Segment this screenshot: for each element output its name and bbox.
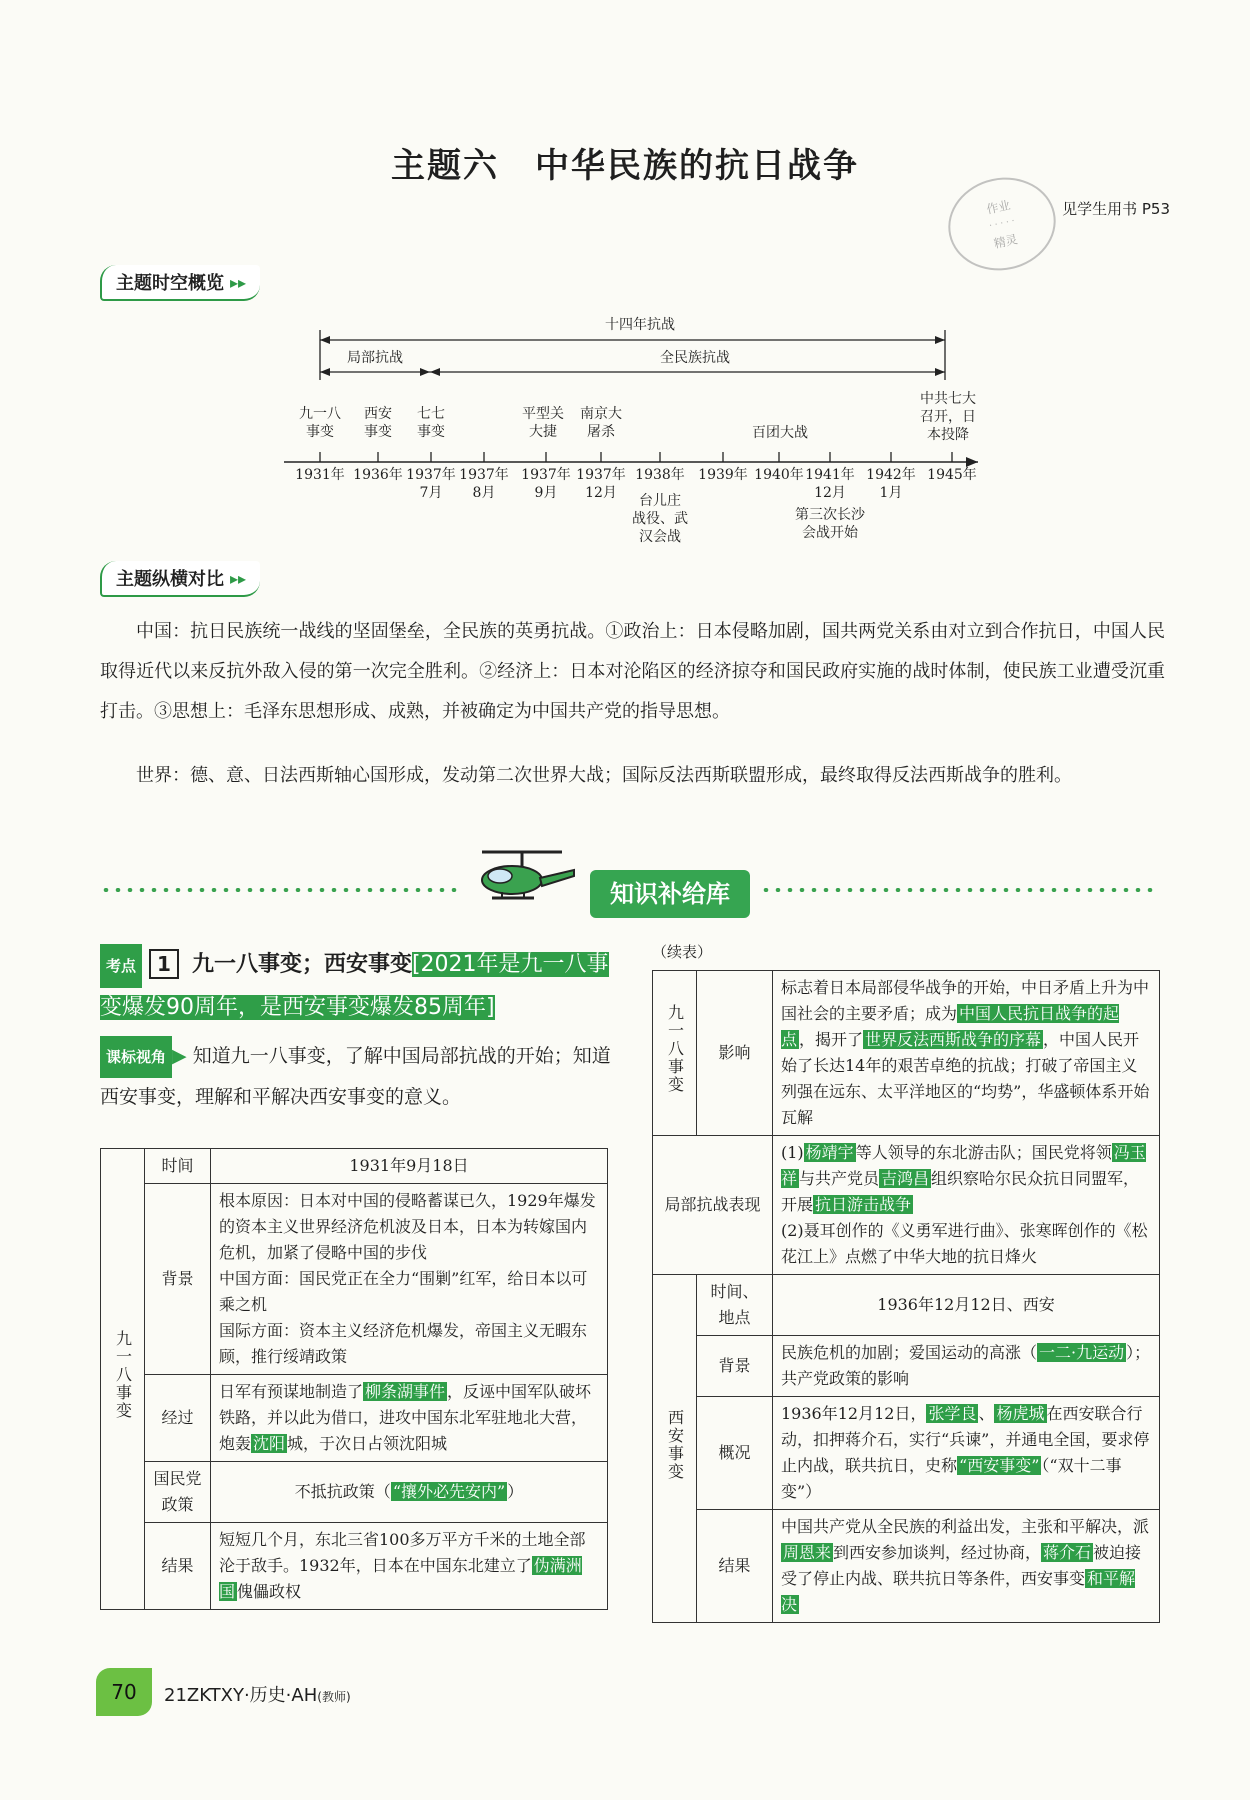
- row-value-result: 短短几个月，东北三省100多万平方千米的土地全部沦于敌手。1932年，日本在中国东北建立了 伪满洲国 傀儡政权: [211, 1523, 608, 1610]
- event-nanjing: 南京大 屠杀: [580, 406, 622, 440]
- row-value-time: 1931年9月18日: [211, 1149, 608, 1184]
- footer-code: 21ZKTXY·历史·AH(教师): [164, 1685, 351, 1706]
- continued-label: （续表）: [652, 943, 713, 961]
- kaodian-note: [2021年是九一八事变爆发90周年，是西安事变爆发85周年]: [100, 952, 609, 1020]
- event-xian: 西安 事变: [364, 406, 392, 440]
- row-value-process: 日军有预谋地制造了 柳条湖事件 ，反诬中国军队破坏铁路，并以此为借口，进攻中国东北军驻地北大营，炮轰 沈阳 城，于次日占领沈阳城: [211, 1375, 608, 1462]
- span-label-fourteen-years: 十四年抗战: [570, 316, 710, 334]
- student-book-reference: 见学生用书 P53: [1062, 200, 1170, 218]
- dotted-divider-right: [760, 888, 1155, 892]
- section-heading-overview: 主题时空概览 ▸▸: [100, 265, 260, 301]
- event-918: 九一八 事变: [299, 406, 341, 440]
- event-seventh-congress: 中共七大 召开，日 本投降: [920, 391, 976, 443]
- row-value-kmt-policy: 不抵抗政策（ “攘外必先安内” ）: [211, 1462, 608, 1523]
- row-label-time-place: 时间、地点: [697, 1275, 773, 1336]
- year-1941-12: 1941年 12月: [805, 467, 855, 501]
- event-pingxingguan: 平型关 大捷: [522, 406, 564, 440]
- year-1945: 1945年: [927, 467, 977, 483]
- double-arrow-icon: ▸▸: [230, 568, 247, 588]
- page-title: 主题六 中华民族的抗日战争: [391, 146, 859, 186]
- row-label-xian-background: 背景: [697, 1336, 773, 1397]
- row-label-result: 结果: [145, 1523, 211, 1610]
- comparison-china-paragraph: 中国：抗日民族统一战线的坚固堡垒，全民族的英勇抗战。①政治上：日本侵略加剧，国共两党关系由对立到合作抗日，中国人民取得近代以来反抗外敌入侵的第一次完全胜利。②经济上：日本对沦陷区的经济掠夺和国民政府实施的战时体制，使民族工业遭受沉重打击。③思想上：毛泽东思想形成、成熟，并被确定为中国共产党的指导思想。: [100, 621, 1165, 722]
- span-label-national: 全民族抗战: [660, 350, 730, 366]
- row-label-local-resistance: 局部抗战表现: [653, 1136, 773, 1275]
- year-1937-7: 1937年 7月: [406, 467, 456, 501]
- row-value-xian-result: 中国共产党从全民族的利益出发，主张和平解决，派周恩来 到西安参加谈判，经过协商， 蒋介石 被迫接受了停止内战、联共抗日等条件，西安事变 和平解决: [773, 1510, 1160, 1623]
- timeline: [0, 0, 1250, 560]
- event-77: 七七 事变: [417, 406, 445, 440]
- kaodian-number: 1: [149, 949, 179, 979]
- play-arrow-icon: ▶: [172, 1045, 187, 1067]
- table-group-918: 九一八事变: [101, 1149, 145, 1610]
- kaodian-block: [100, 944, 620, 1116]
- year-1936: 1936年: [353, 467, 403, 483]
- row-label-overview: 概况: [697, 1397, 773, 1510]
- table-group-918-cont: 九一八事变: [653, 971, 697, 1136]
- year-1938: 1938年: [635, 467, 685, 483]
- row-label-background: 背景: [145, 1184, 211, 1375]
- row-label-kmt-policy: 国民党政策: [145, 1462, 211, 1523]
- kaodian-tag: 考点: [100, 944, 142, 988]
- year-1937-12: 1937年 12月: [576, 467, 626, 501]
- comparison-world-paragraph: 世界：德、意、日法西斯轴心国形成，发动第二次世界大战；国际反法西斯联盟形成，最终取得反法西斯战争的胜利。: [136, 765, 1072, 786]
- row-value-overview: 1936年12月12日， 张学良 、 杨虎城 在西安联合行动，扣押蒋介石，实行“兵谏”，并通电全国，要求停止内战，联共抗日，史称 “西安事变” （“双十二事变”）: [773, 1397, 1160, 1510]
- kaodian-title: 九一八事变；西安事变: [191, 952, 412, 977]
- year-1937-9: 1937年 9月: [521, 467, 571, 501]
- year-1939: 1939年: [698, 467, 748, 483]
- row-value-influence: 标志着日本局部侵华战争的开始，中日矛盾上升为中国社会的主要矛盾；成为 中国人民抗日战争的起点 ，揭开了 世界反法西斯战争的序幕 ，中国人民开始了长达14年的艰苦卓绝的抗战；打破了帝国主义列强在远东、太平洋地区的“均势”，华盛顿体系开始瓦解: [773, 971, 1160, 1136]
- row-value-time-place: 1936年12月12日、西安: [773, 1275, 1160, 1336]
- dotted-divider-left: [100, 888, 460, 892]
- double-arrow-icon: ▸▸: [230, 272, 247, 292]
- row-label-time: 时间: [145, 1149, 211, 1184]
- year-1931: 1931年: [295, 467, 345, 483]
- year-1942-1: 1942年 1月: [866, 467, 916, 501]
- span-label-local: 局部抗战: [347, 350, 403, 366]
- row-label-influence: 影响: [697, 971, 773, 1136]
- event-changsha: 第三次长沙 会战开始: [795, 507, 865, 541]
- event-baituan: 百团大战: [752, 425, 808, 441]
- event-taierzhuang: 台儿庄 战役、武 汉会战: [632, 493, 688, 545]
- table-group-xian: 西安事变: [653, 1275, 697, 1623]
- row-value-xian-background: 民族危机的加剧；爱国运动的高涨（ 一二·九运动 ）；共产党政策的影响: [773, 1336, 1160, 1397]
- stamp-logo: 作业 · · · · · 精灵: [940, 168, 1065, 280]
- section-heading-comparison: 主题纵横对比 ▸▸: [100, 561, 260, 597]
- table-918: [100, 1148, 608, 1610]
- table-918-xian: [652, 970, 1160, 1623]
- page-number: 70: [96, 1668, 152, 1716]
- row-value-background: 根本原因：日本对中国的侵略蓄谋已久，1929年爆发的资本主义世界经济危机波及日本，日本为转嫁国内危机，加紧了侵略中国的步伐 中国方面：国民党正在全力“围剿”红军，给日本以可乘之机 国际方面：资本主义经济危机爆发，帝国主义无暇东顾，推行绥靖政策: [211, 1184, 608, 1375]
- row-label-xian-result: 结果: [697, 1510, 773, 1623]
- biaoshi-tag: 课标视角: [100, 1036, 172, 1078]
- row-label-process: 经过: [145, 1375, 211, 1462]
- year-1937-8: 1937年 8月: [459, 467, 509, 501]
- biaoshi-text: 知道九一八事变，了解中国局部抗战的开始；知道西安事变，理解和平解决西安事变的意义。: [100, 1045, 611, 1108]
- knowledge-banner: 知识补给库: [590, 870, 750, 918]
- row-value-local-resistance: (1) 杨靖宇 等人领导的东北游击队；国民党将领 冯玉祥 与共产党员 吉鸿昌 组织察哈尔民众抗日同盟军，开展 抗日游击战争 (2)聂耳创作的《义勇军进行曲》、张寒晖创作的《松花江上》点燃了中华大地的抗日烽火: [773, 1136, 1160, 1275]
- helicopter-icon: [462, 846, 582, 916]
- year-1940: 1940年: [754, 467, 804, 483]
